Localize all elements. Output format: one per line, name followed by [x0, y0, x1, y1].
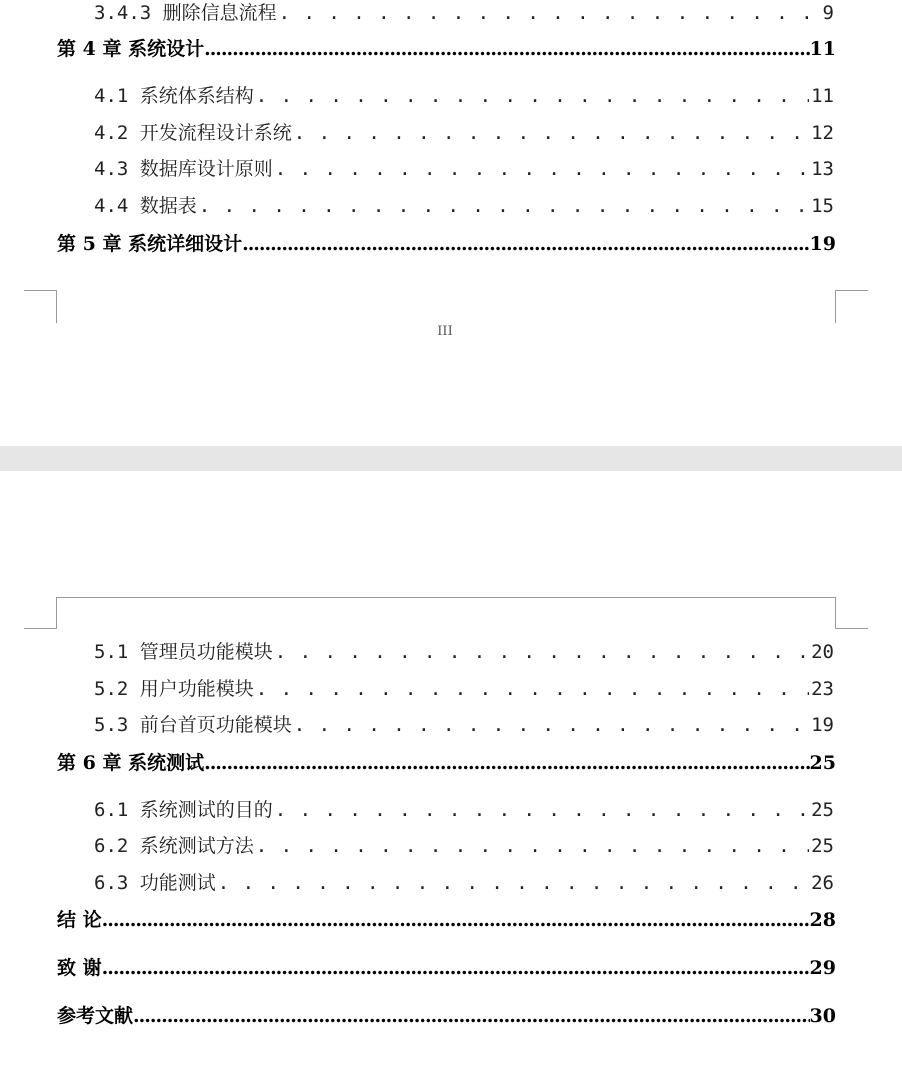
- toc-references[interactable]: [57, 1001, 836, 1028]
- toc-leader-dots: [242, 233, 809, 255]
- toc-entry-page: 11: [811, 85, 834, 107]
- toc-entry-4-2[interactable]: [94, 118, 834, 145]
- crop-mark-bottom-right: [835, 290, 868, 323]
- toc-entry-page: 11: [809, 38, 836, 60]
- toc-leader-dots: [256, 85, 809, 107]
- toc-leader-dots: [102, 909, 810, 931]
- toc-entry-6-1[interactable]: [94, 795, 834, 822]
- toc-chapter-4[interactable]: [57, 34, 836, 61]
- toc-entry-title: 第 5 章 系统详细设计: [57, 233, 243, 255]
- toc-entry-title: 4.4 数据表: [94, 195, 197, 217]
- toc-entry-6-3[interactable]: [94, 868, 834, 895]
- document-page-bottom: [0, 471, 902, 1085]
- toc-leader-dots: [102, 957, 810, 979]
- toc-entry-page: 26: [811, 872, 834, 894]
- toc-entry-page: 15: [811, 195, 834, 217]
- toc-entry-5-1[interactable]: [94, 637, 834, 664]
- toc-entry-title: 结 论: [57, 909, 102, 931]
- toc-leader-dots: [256, 678, 809, 700]
- toc-entry-title: 4.3 数据库设计原则: [94, 158, 273, 180]
- toc-entry-page: 20: [811, 641, 834, 663]
- toc-leader-dots: [199, 195, 809, 217]
- toc-entry-title: 6.3 功能测试: [94, 872, 216, 894]
- toc-leader-dots: [275, 641, 809, 663]
- toc-entry-4-1[interactable]: [94, 81, 834, 108]
- toc-entry-title: 3.4.3 删除信息流程: [94, 2, 277, 24]
- toc-entry-title: 第 6 章 系统测试: [57, 752, 205, 774]
- toc-chapter-6[interactable]: [57, 748, 836, 775]
- toc-entry-5-3[interactable]: [94, 710, 834, 737]
- toc-entry-page: 25: [811, 835, 834, 857]
- toc-chapter-5[interactable]: [57, 229, 836, 256]
- toc-leader-dots: [279, 2, 821, 24]
- page-footer-number: III: [437, 324, 453, 339]
- toc-leader-dots: [294, 714, 809, 736]
- toc-entry-title: 参考文献: [57, 1005, 134, 1027]
- crop-mark-top-right: [835, 597, 868, 629]
- toc-entry-page: 28: [809, 909, 836, 931]
- toc-leader-dots: [275, 799, 809, 821]
- toc-entry-title: 4.2 开发流程设计系统: [94, 122, 292, 144]
- toc-entry-5-2[interactable]: [94, 674, 834, 701]
- toc-entry-page: 23: [811, 678, 834, 700]
- toc-entry-3-4-3[interactable]: [94, 0, 834, 25]
- toc-entry-title: 第 4 章 系统设计: [57, 38, 205, 60]
- toc-entry-4-3[interactable]: [94, 154, 834, 181]
- toc-leader-dots: [218, 872, 809, 894]
- toc-entry-page: 25: [809, 752, 836, 774]
- header-rule: [57, 597, 835, 598]
- toc-entry-page: 13: [811, 158, 834, 180]
- toc-entry-page: 30: [809, 1005, 836, 1027]
- toc-conclusion[interactable]: [57, 905, 836, 932]
- toc-entry-6-2[interactable]: [94, 831, 834, 858]
- toc-entry-title: 6.1 系统测试的目的: [94, 799, 273, 821]
- toc-entry-title: 5.2 用户功能模块: [94, 678, 254, 700]
- toc-entry-title: 致 谢: [57, 957, 102, 979]
- toc-leader-dots: [294, 122, 809, 144]
- toc-leader-dots: [204, 752, 809, 774]
- crop-mark-bottom-left: [24, 290, 57, 323]
- page-separator: [0, 446, 902, 471]
- toc-leader-dots: [133, 1005, 810, 1027]
- toc-entry-page: 19: [811, 714, 834, 736]
- crop-mark-top-left: [24, 597, 57, 629]
- toc-entry-page: 29: [809, 957, 836, 979]
- toc-acknowledgements[interactable]: [57, 953, 836, 980]
- toc-leader-dots: [275, 158, 809, 180]
- document-page-top: [0, 0, 902, 446]
- toc-entry-page: 25: [811, 799, 834, 821]
- toc-entry-page: 9: [822, 2, 834, 24]
- toc-leader-dots: [256, 835, 809, 857]
- toc-entry-4-4[interactable]: [94, 191, 834, 218]
- toc-entry-title: 6.2 系统测试方法: [94, 835, 254, 857]
- toc-entry-page: 19: [809, 233, 836, 255]
- toc-entry-title: 5.3 前台首页功能模块: [94, 714, 292, 736]
- toc-entry-title: 5.1 管理员功能模块: [94, 641, 273, 663]
- toc-entry-page: 12: [811, 122, 834, 144]
- toc-entry-title: 4.1 系统体系结构: [94, 85, 254, 107]
- toc-leader-dots: [204, 38, 809, 60]
